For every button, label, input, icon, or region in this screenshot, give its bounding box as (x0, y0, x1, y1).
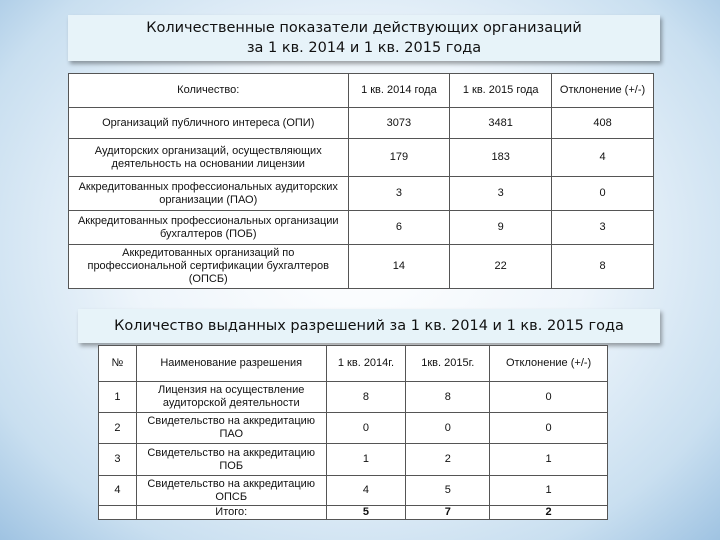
table-row (69, 211, 654, 245)
summary-title-line1: Количественные показатели действующих организаций (146, 20, 582, 36)
header-2014: 1 кв. 2014г. (326, 346, 406, 382)
row-label: Аккредитованных профессиональных аудиторских организации (ПАО) (69, 177, 349, 211)
row-label: Аккредитованных организаций по профессиональной сертификации бухгалтеров (ОПСБ) (69, 245, 349, 289)
row-label: Аудиторских организаций, осуществляющих деятельность на основании лицензии (69, 139, 349, 177)
value-deviation: 0 (552, 177, 654, 211)
row-number: 2 (99, 413, 137, 444)
permits-title: Количество выданных разрешений за 1 кв. 2014 и 1 кв. 2015 года (78, 309, 660, 343)
header-deviation: Отклонение (+/-) (490, 346, 608, 382)
row-number: 1 (99, 382, 137, 413)
table-row (99, 476, 608, 506)
value-2015: 183 (450, 139, 552, 177)
total-deviation: 2 (490, 506, 608, 520)
table-row (99, 382, 608, 413)
header-2015: 1 кв. 2015 года (450, 74, 552, 108)
table-row (99, 444, 608, 476)
total-2015: 7 (406, 506, 490, 520)
permit-name: Свидетельство на аккредитацию ОПСБ (136, 476, 326, 506)
value-2015: 9 (450, 211, 552, 245)
value-2014: 0 (326, 413, 406, 444)
value-2015: 3481 (450, 108, 552, 139)
value-deviation: 1 (490, 444, 608, 476)
header-2015: 1кв. 2015г. (406, 346, 490, 382)
total-row (99, 506, 608, 520)
total-label: Итого: (136, 506, 326, 520)
value-2014: 179 (348, 139, 450, 177)
value-2014: 8 (326, 382, 406, 413)
header-quantity: Количество: (69, 74, 349, 108)
value-2015: 22 (450, 245, 552, 289)
header-deviation: Отклонение (+/-) (552, 74, 654, 108)
table-row (69, 139, 654, 177)
table-header-row (99, 346, 608, 382)
value-deviation: 8 (552, 245, 654, 289)
value-2014: 1 (326, 444, 406, 476)
value-deviation: 0 (490, 382, 608, 413)
header-2014: 1 кв. 2014 года (348, 74, 450, 108)
value-2014: 14 (348, 245, 450, 289)
value-2014: 3073 (348, 108, 450, 139)
value-2015: 2 (406, 444, 490, 476)
row-label: Организаций публичного интереса (ОПИ) (69, 108, 349, 139)
row-number: 3 (99, 444, 137, 476)
permits-table (98, 345, 608, 520)
value-deviation: 408 (552, 108, 654, 139)
row-label: Аккредитованных профессиональных организации бухгалтеров (ПОБ) (69, 211, 349, 245)
value-2014: 4 (326, 476, 406, 506)
table-row (69, 177, 654, 211)
value-deviation: 3 (552, 211, 654, 245)
table-header-row (69, 74, 654, 108)
value-2014: 3 (348, 177, 450, 211)
header-number: № (99, 346, 137, 382)
permit-name: Лицензия на осуществление аудиторской деятельности (136, 382, 326, 413)
header-permit-name: Наименование разрешения (136, 346, 326, 382)
row-number: 4 (99, 476, 137, 506)
value-2015: 8 (406, 382, 490, 413)
permit-name: Свидетельство на аккредитацию ПАО (136, 413, 326, 444)
value-2014: 6 (348, 211, 450, 245)
total-2014: 5 (326, 506, 406, 520)
summary-title-line2: за 1 кв. 2014 и 1 кв. 2015 года (246, 40, 482, 56)
organizations-table (68, 73, 654, 289)
table-row (69, 245, 654, 289)
value-deviation: 1 (490, 476, 608, 506)
value-2015: 3 (450, 177, 552, 211)
value-deviation: 0 (490, 413, 608, 444)
value-2015: 0 (406, 413, 490, 444)
permit-name: Свидетельство на аккредитацию ПОБ (136, 444, 326, 476)
value-2015: 5 (406, 476, 490, 506)
value-deviation: 4 (552, 139, 654, 177)
table-row (99, 413, 608, 444)
summary-title (68, 15, 660, 61)
total-empty-cell (99, 506, 137, 520)
table-row (69, 108, 654, 139)
